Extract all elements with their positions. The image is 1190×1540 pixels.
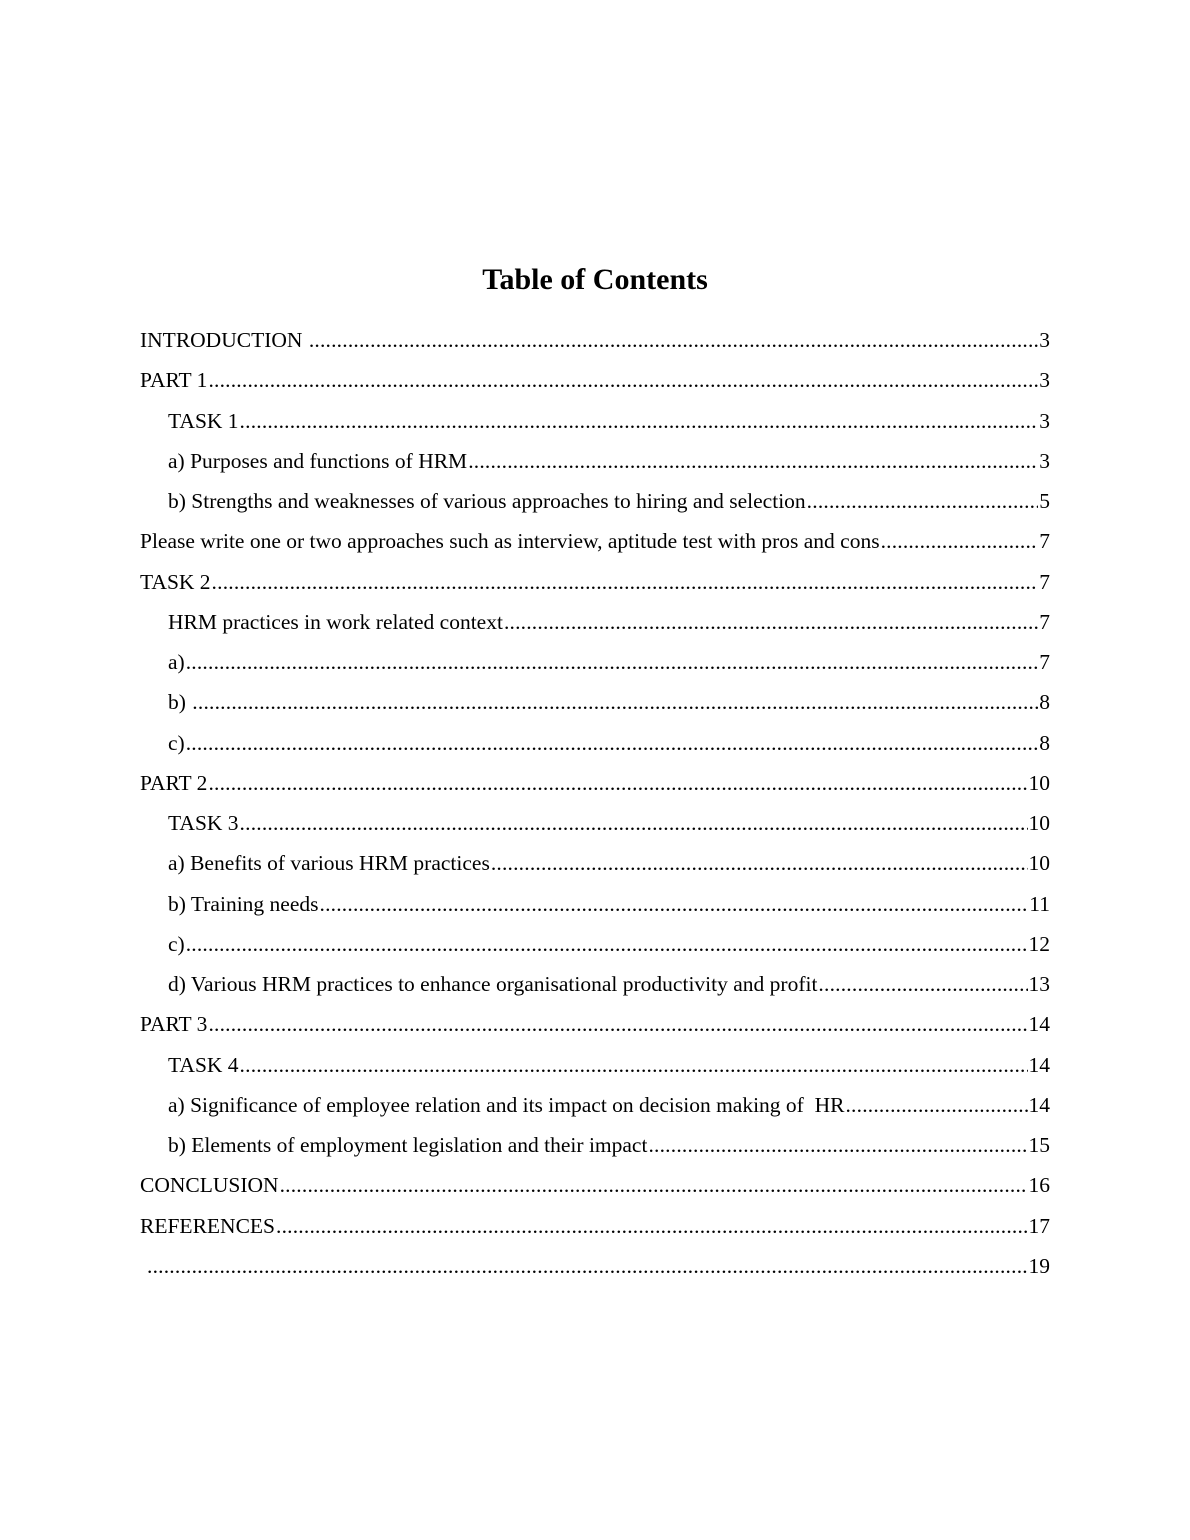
toc-dot-leader — [320, 884, 1029, 924]
toc-page-number: 3 — [1039, 328, 1050, 352]
toc-entry[interactable] — [140, 481, 1050, 521]
toc-dot-leader — [186, 642, 1039, 682]
toc-page-number: 8 — [1039, 690, 1050, 715]
toc-entry[interactable] — [140, 521, 1050, 561]
toc-page-number: 11 — [1029, 891, 1050, 916]
toc-entry-text: TASK 3 — [168, 811, 239, 835]
toc-page-number: 5 — [1039, 489, 1050, 513]
toc-entry-text: d) Various HRM practices to enhance organisational productivity and profit — [168, 972, 818, 996]
toc-entry-text: INTRODUCTION — [140, 328, 308, 352]
toc-entry[interactable] — [140, 723, 1050, 763]
toc-page-number: 16 — [1028, 1173, 1050, 1198]
toc-entry-text: b) Strengths and weaknesses of various approaches to hiring and selection — [168, 489, 806, 513]
toc-dot-leader — [208, 763, 1027, 803]
toc-entry[interactable] — [140, 1206, 1050, 1246]
toc-entry-text: PART 2 — [140, 770, 208, 795]
toc-dot-leader — [504, 602, 1038, 642]
toc-entry[interactable] — [140, 602, 1050, 642]
toc-entry-text: a) Purposes and functions of HRM — [168, 448, 468, 473]
toc-page-number: 14 — [1028, 1092, 1050, 1117]
toc-page-number: 7 — [1039, 569, 1050, 594]
toc-dot-leader — [309, 320, 1038, 360]
toc-entry-text: PART 3 — [140, 1012, 208, 1037]
toc-entry[interactable] — [140, 1246, 1050, 1286]
toc-entry[interactable] — [140, 1004, 1050, 1044]
toc-dot-leader — [186, 924, 1028, 964]
toc-page-number: 8 — [1039, 730, 1050, 755]
toc-dot-leader — [468, 441, 1038, 481]
toc-entry-text: TASK 4 — [168, 1052, 239, 1077]
toc-entry[interactable] — [140, 924, 1050, 964]
toc-entry[interactable] — [140, 441, 1050, 481]
toc-entry[interactable] — [140, 1125, 1050, 1165]
toc-dot-leader — [240, 803, 1028, 843]
toc-entry[interactable] — [140, 884, 1050, 924]
toc-entry[interactable] — [140, 562, 1050, 602]
toc-dot-leader — [240, 1045, 1028, 1085]
toc-dot-leader — [192, 682, 1038, 722]
toc-page-number: 17 — [1028, 1213, 1050, 1238]
toc-entry-text: Please write one or two approaches such as interview, aptitude test with pros and cons — [140, 529, 880, 554]
toc-entry-text: b) — [168, 690, 192, 715]
toc-entry-text: a) Benefits of various HRM practices — [168, 851, 490, 876]
table-of-contents — [140, 320, 1050, 1286]
toc-entry-text: TASK 1 — [168, 408, 239, 433]
toc-page-number: 7 — [1039, 529, 1050, 554]
page-title: Table of Contents — [482, 263, 708, 296]
toc-entry[interactable] — [140, 1045, 1050, 1085]
toc-page-number: 14 — [1028, 1012, 1050, 1037]
toc-entry[interactable] — [140, 1165, 1050, 1205]
toc-entry-text: b) Training needs — [168, 891, 319, 916]
toc-entry-text: a) Significance of employee relation and its impact on decision making of HR — [168, 1092, 845, 1117]
toc-page-number: 7 — [1039, 609, 1050, 634]
toc-dot-leader — [280, 1165, 1028, 1205]
toc-entry-text: c) — [168, 931, 185, 956]
toc-entry[interactable] — [140, 763, 1050, 803]
toc-page-number: 19 — [1028, 1253, 1050, 1278]
toc-entry[interactable] — [140, 360, 1050, 400]
toc-dot-leader — [276, 1206, 1028, 1246]
toc-dot-leader — [240, 401, 1039, 441]
toc-entry[interactable] — [140, 320, 1050, 360]
toc-dot-leader — [208, 360, 1038, 400]
toc-page-number: 14 — [1028, 1052, 1050, 1077]
toc-dot-leader — [147, 1246, 1028, 1286]
toc-page-number: 10 — [1028, 811, 1050, 835]
toc-dot-leader — [212, 562, 1039, 602]
toc-page-number: 3 — [1039, 408, 1050, 433]
toc-entry[interactable] — [140, 803, 1050, 843]
toc-dot-leader — [845, 1085, 1027, 1125]
toc-dot-leader — [491, 843, 1028, 883]
toc-page-number: 13 — [1028, 972, 1050, 996]
toc-entry-text: HRM practices in work related context — [168, 609, 503, 634]
toc-entry-text: CONCLUSION — [140, 1173, 279, 1198]
toc-entry[interactable] — [140, 401, 1050, 441]
toc-dot-leader — [807, 481, 1039, 521]
toc-dot-leader — [881, 521, 1039, 561]
toc-entry[interactable] — [140, 642, 1050, 682]
toc-entry-text: c) — [168, 730, 185, 755]
toc-entry[interactable] — [140, 1085, 1050, 1125]
toc-entry-text: a) — [168, 650, 185, 674]
toc-page-number: 10 — [1028, 851, 1050, 876]
toc-entry[interactable] — [140, 843, 1050, 883]
toc-entry-text: b) Elements of employment legislation and their impact — [168, 1133, 648, 1157]
toc-entry-text: TASK 2 — [140, 569, 211, 594]
toc-dot-leader — [818, 964, 1027, 1004]
toc-page-number: 3 — [1039, 368, 1050, 393]
toc-page-number: 7 — [1039, 650, 1050, 674]
toc-page-number: 10 — [1028, 770, 1050, 795]
toc-dot-leader — [208, 1004, 1027, 1044]
toc-page-number: 15 — [1028, 1133, 1050, 1157]
toc-entry[interactable] — [140, 964, 1050, 1004]
toc-entry-text: REFERENCES — [140, 1213, 275, 1238]
toc-dot-leader — [186, 723, 1039, 763]
toc-dot-leader — [648, 1125, 1027, 1165]
toc-entry[interactable] — [140, 682, 1050, 722]
toc-entry-text: PART 1 — [140, 368, 208, 393]
toc-page-number: 12 — [1028, 931, 1050, 956]
toc-page-number: 3 — [1039, 448, 1050, 473]
